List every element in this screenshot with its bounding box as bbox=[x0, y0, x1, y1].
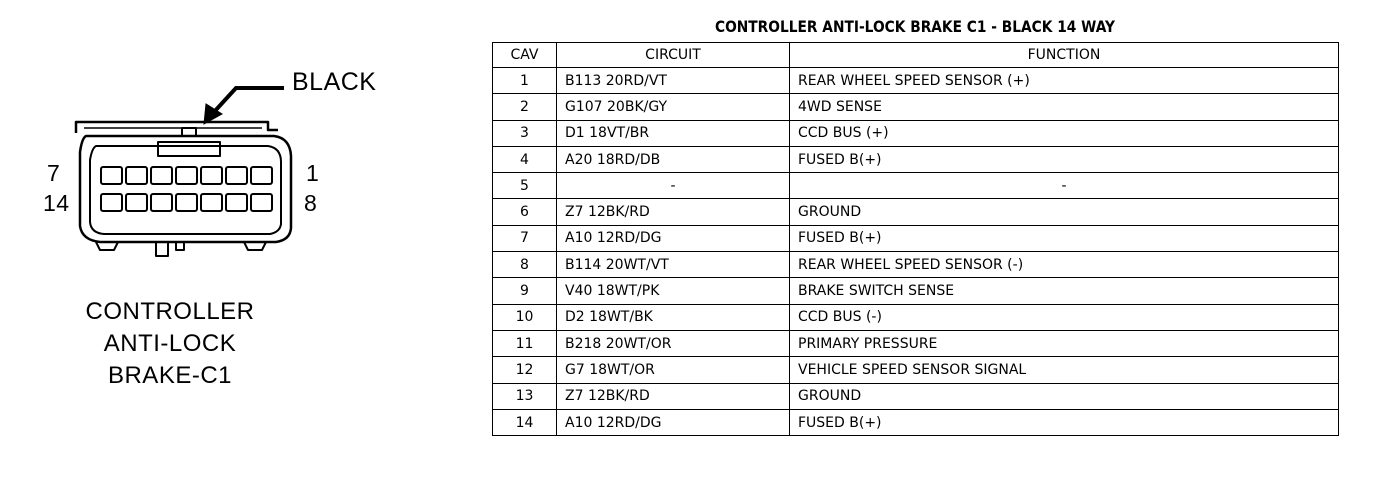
table-header-row bbox=[493, 43, 1339, 68]
cav-cell: 4 bbox=[493, 146, 557, 172]
table-row bbox=[493, 383, 1339, 409]
cav-cell: 3 bbox=[493, 120, 557, 146]
table-row bbox=[493, 94, 1339, 120]
table-row bbox=[493, 225, 1339, 251]
connector-diagram bbox=[0, 0, 470, 486]
table-row bbox=[493, 357, 1339, 383]
connector-caption bbox=[40, 296, 300, 392]
function-cell: CCD BUS (-) bbox=[790, 304, 1339, 330]
table-row bbox=[493, 278, 1339, 304]
circuit-cell: G107 20BK/GY bbox=[557, 94, 790, 120]
table-title: CONTROLLER ANTI-LOCK BRAKE C1 - BLACK 14 WAY bbox=[714, 17, 1116, 36]
table-row bbox=[493, 146, 1339, 172]
circuit-cell: A10 12RD/DG bbox=[557, 225, 790, 251]
cav-cell: 7 bbox=[493, 225, 557, 251]
circuit-cell: B113 20RD/VT bbox=[557, 68, 790, 94]
circuit-cell: G7 18WT/OR bbox=[557, 357, 790, 383]
circuit-cell: B218 20WT/OR bbox=[557, 330, 790, 356]
cav-cell: 2 bbox=[493, 94, 557, 120]
circuit-cell: A20 18RD/DB bbox=[557, 146, 790, 172]
function-cell: GROUND bbox=[790, 199, 1339, 225]
function-cell: PRIMARY PRESSURE bbox=[790, 330, 1339, 356]
caption-line: CONTROLLER bbox=[85, 298, 255, 325]
cav-cell: 11 bbox=[493, 330, 557, 356]
header-circuit: CIRCUIT bbox=[557, 43, 790, 68]
circuit-cell: V40 18WT/PK bbox=[557, 278, 790, 304]
cav-cell: 14 bbox=[493, 409, 557, 435]
circuit-cell: B114 20WT/VT bbox=[557, 252, 790, 278]
table-row bbox=[493, 120, 1339, 146]
caption-line: BRAKE-C1 bbox=[107, 362, 233, 389]
function-cell: FUSED B(+) bbox=[790, 225, 1339, 251]
function-cell: FUSED B(+) bbox=[790, 409, 1339, 435]
header-cav: CAV bbox=[493, 43, 557, 68]
circuit-cell: Z7 12BK/RD bbox=[557, 199, 790, 225]
pin-label-8: 8 bbox=[304, 190, 318, 216]
function-cell: - bbox=[790, 173, 1339, 199]
function-cell: CCD BUS (+) bbox=[790, 120, 1339, 146]
table-row bbox=[493, 409, 1339, 435]
table-row bbox=[493, 173, 1339, 199]
pin-label-1: 1 bbox=[306, 160, 320, 186]
function-cell: 4WD SENSE bbox=[790, 94, 1339, 120]
connector-face-drawing bbox=[0, 0, 470, 486]
pinout-body bbox=[493, 68, 1339, 436]
cav-cell: 10 bbox=[493, 304, 557, 330]
table-row bbox=[493, 68, 1339, 94]
function-cell: REAR WHEEL SPEED SENSOR (-) bbox=[790, 252, 1339, 278]
table-row bbox=[493, 252, 1339, 278]
cav-cell: 8 bbox=[493, 252, 557, 278]
table-row bbox=[493, 199, 1339, 225]
function-cell: FUSED B(+) bbox=[790, 146, 1339, 172]
cav-cell: 9 bbox=[493, 278, 557, 304]
circuit-cell: - bbox=[557, 173, 790, 199]
circuit-cell: Z7 12BK/RD bbox=[557, 383, 790, 409]
circuit-cell: D1 18VT/BR bbox=[557, 120, 790, 146]
cav-cell: 6 bbox=[493, 199, 557, 225]
pinout-table bbox=[492, 42, 1339, 436]
function-cell: REAR WHEEL SPEED SENSOR (+) bbox=[790, 68, 1339, 94]
connector-shell bbox=[80, 136, 291, 242]
caption-line: ANTI-LOCK bbox=[103, 330, 237, 357]
function-cell: GROUND bbox=[790, 383, 1339, 409]
header-function: FUNCTION bbox=[790, 43, 1339, 68]
function-cell: VEHICLE SPEED SENSOR SIGNAL bbox=[790, 357, 1339, 383]
cav-cell: 1 bbox=[493, 68, 557, 94]
cav-cell: 12 bbox=[493, 357, 557, 383]
cav-cell: 5 bbox=[493, 173, 557, 199]
connector-color-label: BLACK bbox=[292, 68, 377, 96]
cav-cell: 13 bbox=[493, 383, 557, 409]
circuit-cell: A10 12RD/DG bbox=[557, 409, 790, 435]
table-row bbox=[493, 304, 1339, 330]
table-row bbox=[493, 330, 1339, 356]
pin-label-7: 7 bbox=[47, 160, 61, 186]
circuit-cell: D2 18WT/BK bbox=[557, 304, 790, 330]
function-cell: BRAKE SWITCH SENSE bbox=[790, 278, 1339, 304]
pin-label-14: 14 bbox=[43, 190, 70, 216]
